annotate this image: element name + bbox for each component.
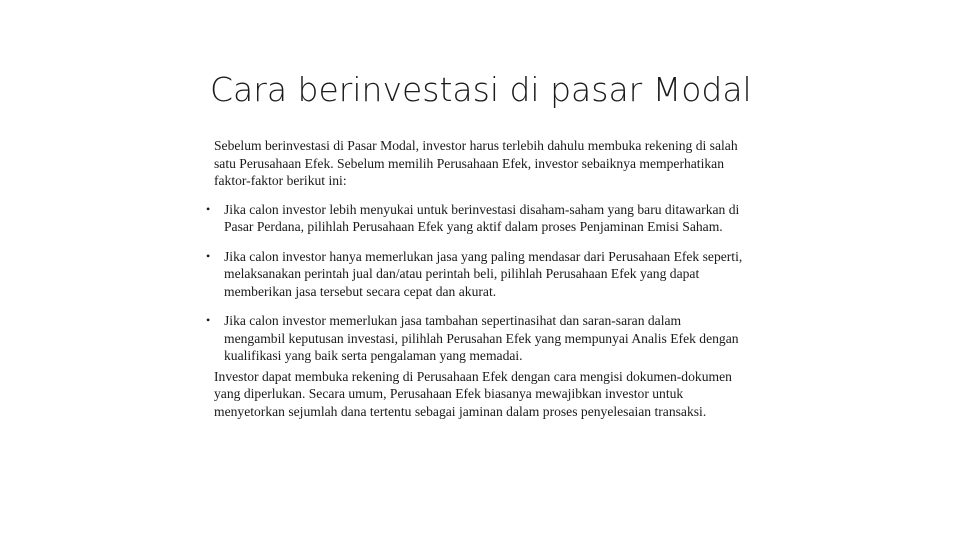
bullet-icon: • [206, 201, 211, 216]
list-item [206, 248, 744, 301]
bullet-icon: • [206, 248, 211, 263]
bullet-icon: • [206, 313, 211, 327]
bullet-text: Jika calon investor lebih menyukai untuk berinvestasi disaham-saham yang baru ditawarkan di Pasar Perdana, pilihlah Perusahaan Efek yang aktif dalam proses Penjaminan Emisi Saham. [224, 201, 740, 234]
list-item [206, 201, 744, 236]
outro-paragraph: Investor dapat membuka rekening di Perusahaan Efek dengan cara mengisi dokumen-dokumen yang diperlukan. Secara umum, Perusahaan Efek biasanya mewajibkan investor untuk menyetorkan sejumlah dana tertentu sebagai jaminan dalam proses penyelesaian transaksi. [214, 368, 732, 419]
bullet-text: Jika calon investor memerlukan jasa tambahan sepertinasihat dan saran-saran dalam mengambil keputusan investasi, pilihlah Perusahan Efek yang mempunyai Analis Efek dengan kualifikasi yang baik serta pengalaman yang memadai. [224, 313, 739, 363]
slide-title: Cara berinvestasi di pasar Modal [210, 70, 752, 109]
list-item [206, 312, 744, 365]
bullet-list [206, 201, 744, 365]
intro-paragraph: Sebelum berinvestasi di Pasar Modal, investor harus terlebih dahulu membuka rekening di salah satu Perusahaan Efek. Sebelum memilih Perusahaan Efek, investor sebaiknya memperhatikan faktor-faktor berikut ini: [214, 138, 738, 188]
slide-body [206, 137, 744, 420]
bullet-text: Jika calon investor hanya memerlukan jasa yang paling mendasar dari Perusahaan Efek seperti, melaksanakan perintah jual dan/atau perintah beli, pilihlah Perusahaan Efek yang dapat memberikan jasa tersebut secara cepat dan akurat. [224, 248, 743, 299]
